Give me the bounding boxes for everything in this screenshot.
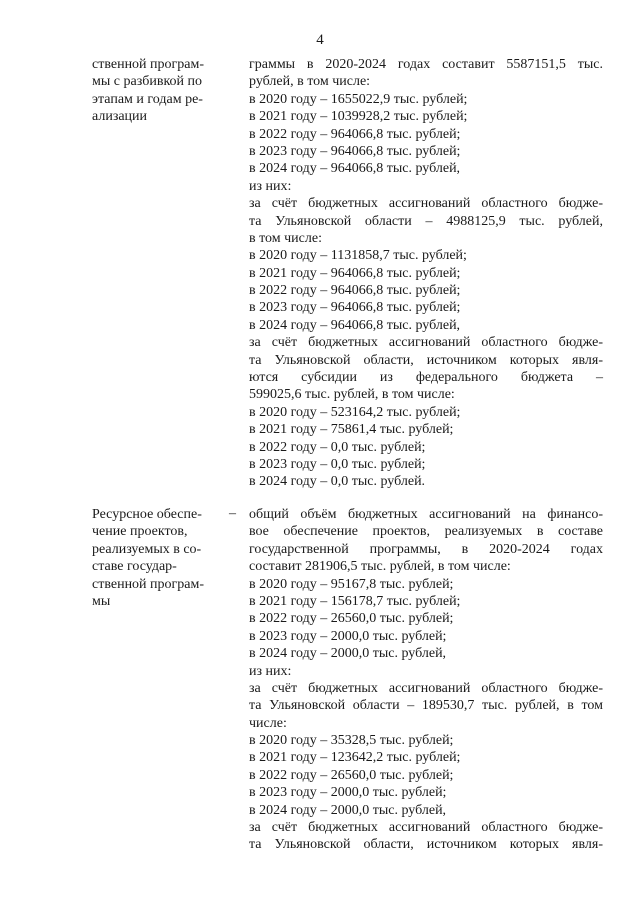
text-line: в 2024 году – 964066,8 тыс. рублей,	[249, 161, 461, 177]
label-line: ставе государ-	[92, 559, 177, 575]
label-line: реализуемых в со-	[92, 541, 202, 557]
text-line: в 2024 году – 2000,0 тыс. рублей,	[249, 802, 447, 818]
label-line: мы с разбивкой по	[92, 74, 203, 90]
section2-text	[249, 506, 603, 854]
text-line: в 2021 году – 1039928,2 тыс. рублей;	[249, 109, 468, 125]
text-line: ются субсидии из федерального бюджета –	[249, 370, 603, 386]
text-line: государственной программы, в 2020-2024 годах	[249, 541, 603, 557]
text-line: та Ульяновской области, источником которых явля-	[249, 837, 603, 853]
label-line: этапам и годам ре-	[92, 91, 203, 107]
text-line: общий объём бюджетных ассигнований на финансо-	[249, 507, 603, 522]
text-line: в 2022 году – 26560,0 тыс. рублей;	[249, 767, 454, 783]
text-line: в 2023 году – 0,0 тыс. рублей;	[249, 456, 426, 472]
text-line: в 2022 году – 964066,8 тыс. рублей;	[249, 126, 461, 142]
text-line: та Ульяновской области – 189530,7 тыс. рублей, в том	[249, 698, 603, 714]
text-line: в 2024 году – 0,0 тыс. рублей.	[249, 474, 426, 490]
page-number: 4	[316, 32, 324, 48]
text-line: за счёт бюджетных ассигнований областного бюдже-	[249, 196, 603, 212]
text-line: в 2023 году – 2000,0 тыс. рублей;	[249, 628, 447, 644]
text-line: в 2020 году – 1655022,9 тыс. рублей;	[249, 91, 468, 107]
section1-text	[249, 56, 603, 491]
label-line: ственной програм-	[92, 57, 205, 72]
text-line: рублей, в том числе:	[249, 74, 371, 90]
text-line: составит 281906,5 тыс. рублей, в том числе:	[249, 559, 511, 575]
text-line: в 2020 году – 1131858,7 тыс. рублей;	[249, 248, 467, 264]
text-line: из них:	[249, 178, 292, 194]
label-line: ственной програм-	[92, 576, 205, 592]
separator-dash: –	[229, 506, 236, 521]
text-line: граммы в 2020-2024 годах составит 5587151,5 тыс.	[249, 57, 603, 72]
text-line: в 2020 году – 95167,8 тыс. рублей;	[249, 576, 454, 592]
label-line: чение проектов,	[92, 524, 188, 540]
text-line: в 2021 году – 156178,7 тыс. рублей;	[249, 593, 461, 609]
text-line: в 2022 году – 0,0 тыс. рублей;	[249, 439, 426, 455]
text-line: в 2023 году – 964066,8 тыс. рублей;	[249, 143, 461, 159]
text-line: в 2020 году – 35328,5 тыс. рублей;	[249, 733, 454, 749]
text-line: в 2021 году – 964066,8 тыс. рублей;	[249, 265, 461, 281]
text-line: в 2021 году – 75861,4 тыс. рублей;	[249, 422, 454, 438]
text-line: в том числе:	[249, 230, 322, 246]
section2-label	[92, 506, 232, 610]
text-line: в 2023 году – 964066,8 тыс. рублей;	[249, 300, 461, 316]
text-line: в 2022 году – 964066,8 тыс. рублей;	[249, 283, 461, 299]
text-line: та Ульяновской области – 4988125,9 тыс. рублей,	[249, 213, 603, 229]
text-line: в 2022 году – 26560,0 тыс. рублей;	[249, 611, 454, 627]
text-line: за счёт бюджетных ассигнований областного бюдже-	[249, 335, 603, 351]
text-line: за счёт бюджетных ассигнований областного бюдже-	[249, 680, 603, 696]
label-line: мы	[92, 593, 111, 609]
text-line: 599025,6 тыс. рублей, в том числе:	[249, 387, 455, 403]
text-line: в 2024 году – 2000,0 тыс. рублей,	[249, 646, 447, 662]
text-line: вое обеспечение проектов, реализуемых в составе	[249, 524, 603, 540]
text-line: числе:	[249, 715, 287, 731]
text-line: за счёт бюджетных ассигнований областного бюдже-	[249, 820, 603, 836]
section1-label	[92, 56, 232, 126]
text-line: в 2020 году – 523164,2 тыс. рублей;	[249, 404, 461, 420]
text-line: из них:	[249, 663, 292, 679]
text-line: в 2023 году – 2000,0 тыс. рублей;	[249, 785, 447, 801]
text-line: в 2024 году – 964066,8 тыс. рублей,	[249, 317, 461, 333]
text-line: та Ульяновской области, источником которых явля-	[249, 352, 603, 368]
label-line: Ресурсное обеспе-	[92, 507, 202, 522]
text-line: в 2021 году – 123642,2 тыс. рублей;	[249, 750, 461, 766]
label-line: ализации	[92, 109, 148, 125]
